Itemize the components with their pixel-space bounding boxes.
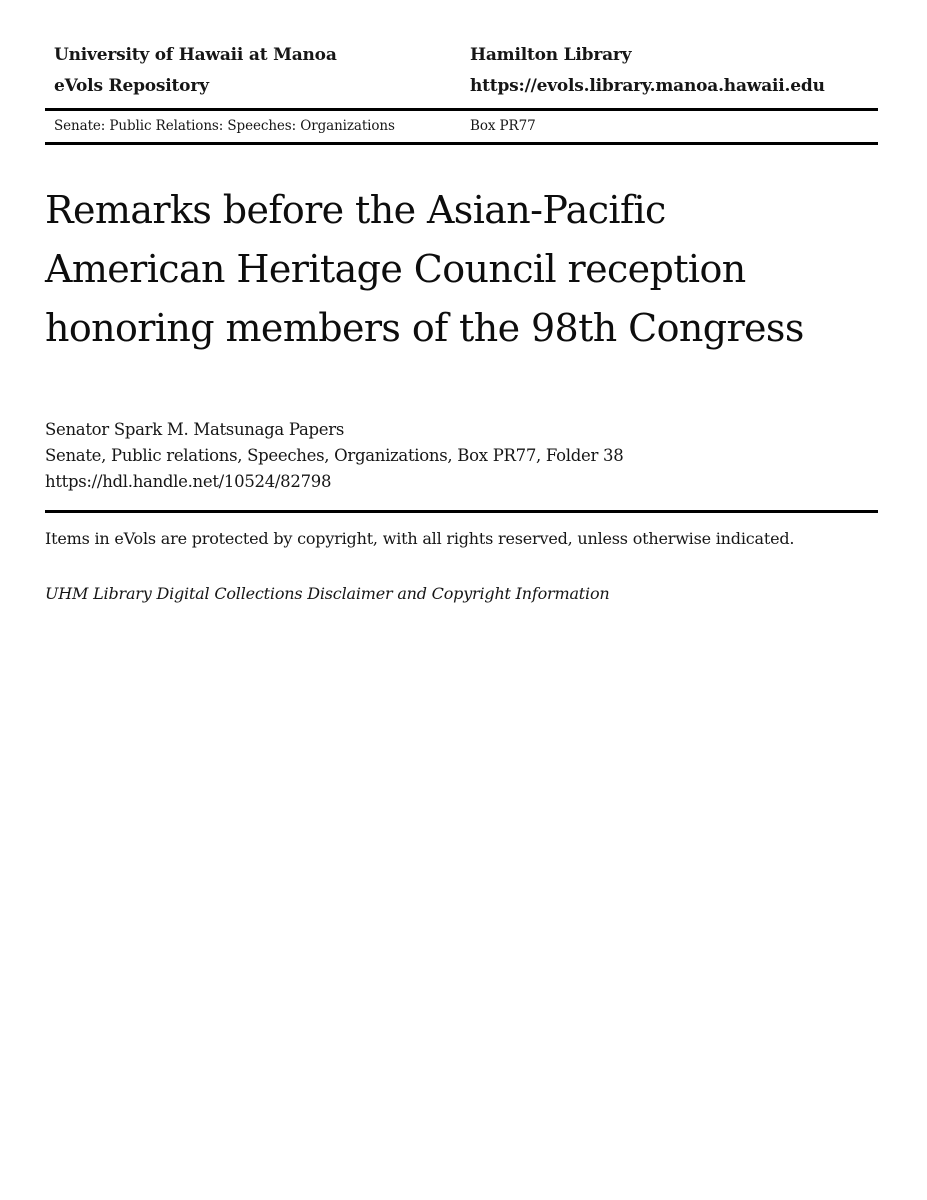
collection-path: Senate: Public Relations: Speeches: Organizations [54,118,395,134]
header-rule-bottom [45,142,878,145]
title-line: American Heritage Council reception [45,247,746,291]
repository-url-link[interactable]: https://evols.library.manoa.hawaii.edu [470,76,825,96]
disclaimer-link[interactable]: UHM Library Digital Collections Disclaimer and Copyright Information [45,583,610,603]
title-line: honoring members of the 98th Congress [45,306,804,350]
document-title [45,181,878,358]
series-info: Senate, Public relations, Speeches, Organizations, Box PR77, Folder 38 [45,446,624,465]
title-line: Remarks before the Asian-Pacific [45,188,666,232]
footer-rule [45,510,878,513]
collection-title: Senator Spark M. Matsunaga Papers [45,420,344,439]
box-label: Box PR77 [470,118,536,134]
header-top-row [45,40,878,102]
document-header [45,40,878,145]
header-left-column [45,40,470,102]
copyright-notice: Items in eVols are protected by copyright, with all rights reserved, unless otherwise indicated. [45,528,795,548]
repository-name: eVols Repository [54,76,209,96]
institution-name: University of Hawaii at Manoa [54,45,337,65]
header-right-column [470,40,878,102]
document-footer [45,526,878,607]
handle-url-link[interactable]: https://hdl.handle.net/10524/82798 [45,472,332,491]
header-sub-row [45,111,878,142]
citation-block [45,417,878,495]
library-name: Hamilton Library [470,45,632,65]
